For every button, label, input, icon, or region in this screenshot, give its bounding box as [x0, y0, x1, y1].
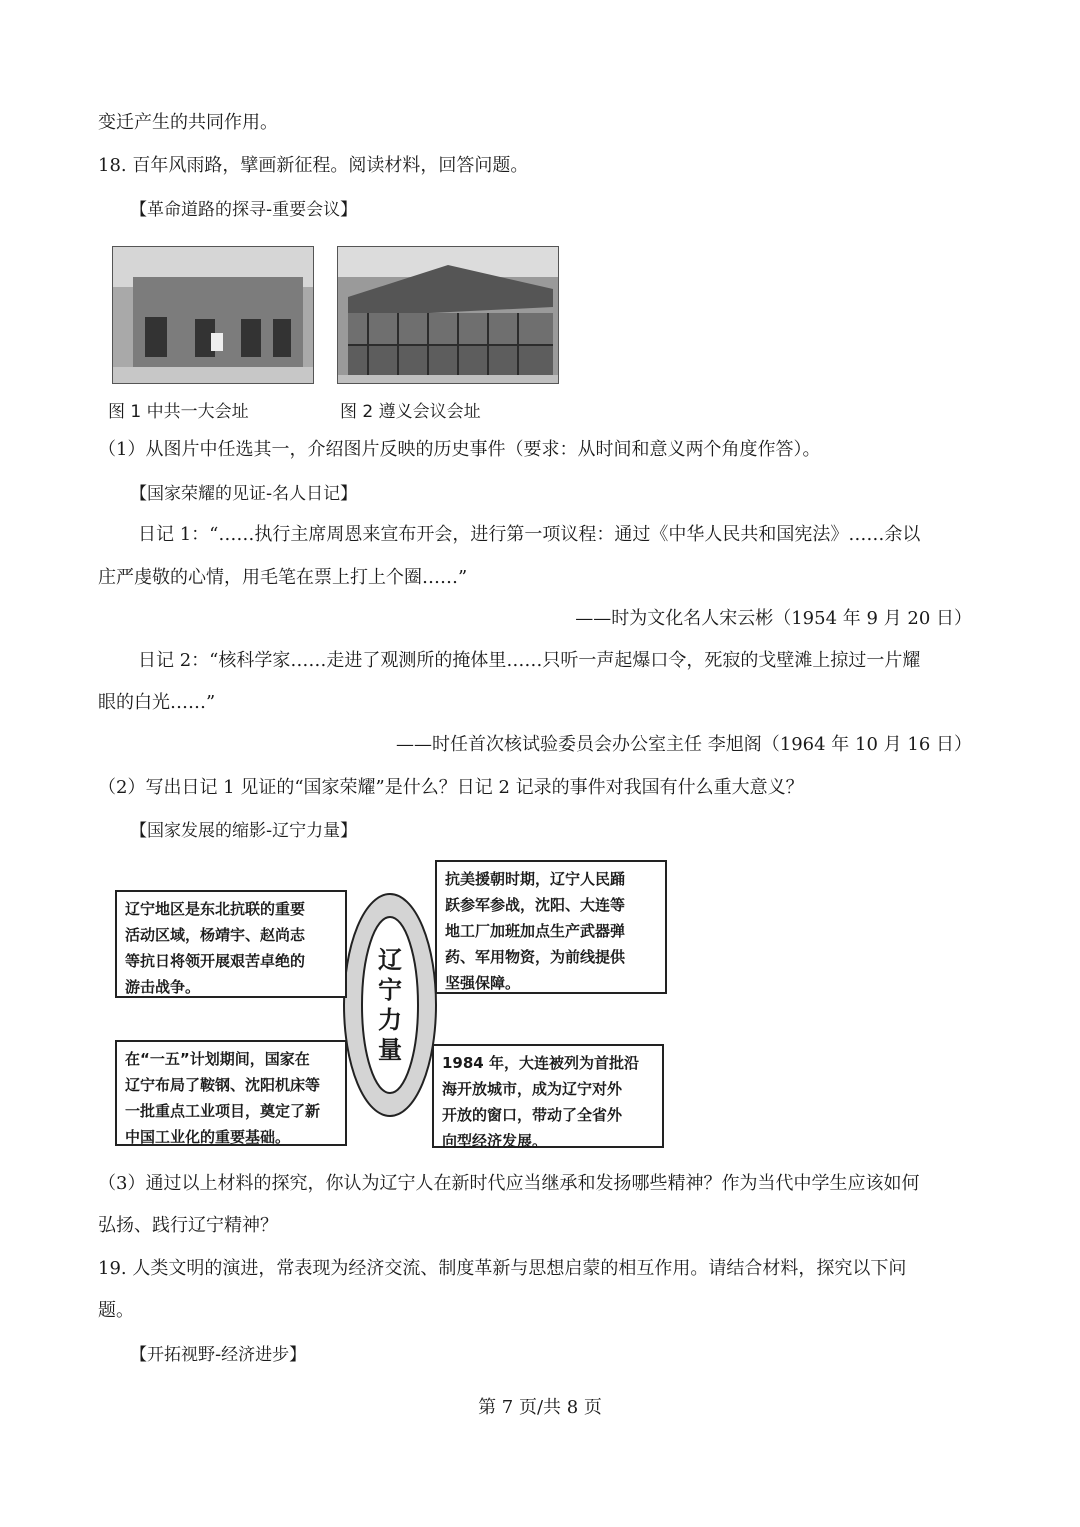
center-char: 辽: [378, 946, 402, 974]
question-18-1: （1）从图片中任选其一，介绍图片反映的历史事件（要求：从时间和意义两个角度作答）。: [98, 439, 821, 460]
center-char: 量: [378, 1036, 402, 1064]
center-char: 力: [378, 1006, 402, 1034]
diary-2-line: 眼的白光……”: [98, 692, 216, 713]
page-number: 第 7 页/共 8 页: [478, 1397, 602, 1418]
question-18-3: （3）通过以上材料的探究，你认为辽宁人在新时代应当继承和发扬哪些精神？作为当代中学生应该如何: [98, 1173, 920, 1194]
question-19-stem: 19. 人类文明的演进，常表现为经济交流、制度革新与思想启蒙的相互作用。请结合材料，探究以下问: [98, 1258, 907, 1279]
center-char: 宁: [378, 976, 402, 1004]
box-anti-japanese: 辽宁地区是东北抗联的重要 活动区域，杨靖宇、赵尚志 等抗日将领开展艰苦卓绝的 游击战争。: [115, 890, 347, 998]
section-heading: 【国家发展的缩影-辽宁力量】: [130, 821, 358, 841]
question-18-stem: 18. 百年风雨路，擘画新征程。阅读材料，回答问题。: [98, 155, 529, 176]
diary-1-line: 日记 1：“……执行主席周恩来宣布开会，进行第一项议程：通过《中华人民共和国宪法》……余以: [138, 524, 921, 545]
diary-1-source: ——时为文化名人宋云彬（1954 年 9 月 20 日）: [575, 608, 972, 629]
diagram-center-label: [370, 945, 410, 1065]
figure-2-caption: 图 2 遵义会议会址: [340, 402, 481, 422]
box-dalian-opening: 1984 年，大连被列为首批沿 海开放城市，成为辽宁对外 开放的窗口，带动了全省外 向型经济发展。: [432, 1044, 664, 1148]
question-18-3: 弘扬、践行辽宁精神？: [98, 1215, 278, 1236]
figure-1-caption: 图 1 中共一大会址: [108, 402, 249, 422]
section-heading: 【国家荣耀的见证-名人日记】: [130, 484, 358, 504]
diary-2-line: 日记 2：“核科学家……走进了观测所的掩体里……只听一声起爆口令，死寂的戈壁滩上掠过一片耀: [138, 650, 921, 671]
paragraph-line: 变迁产生的共同作用。: [98, 112, 278, 133]
box-korean-war: 抗美援朝时期，辽宁人民踊 跃参军参战，沈阳、大连等 地工厂加班加点生产武器弹 药、军用物资，为前线提供 坚强保障。: [435, 860, 667, 994]
diary-1-line: 庄严虔敬的心情，用毛笔在票上打上个圈……”: [98, 567, 468, 588]
question-19-stem: 题。: [98, 1300, 134, 1321]
photo-first-congress-site: [112, 246, 314, 384]
photo-zunyi-meeting-site: [337, 246, 559, 384]
section-heading: 【开拓视野-经济进步】: [130, 1345, 307, 1365]
diary-2-source: ——时任首次核试验委员会办公室主任 李旭阁（1964 年 10 月 16 日）: [396, 734, 972, 755]
section-heading: 【革命道路的探寻-重要会议】: [130, 200, 358, 220]
box-first-five-year-plan: 在“一五”计划期间，国家在 辽宁布局了鞍钢、沈阳机床等 一批重点工业项目，奠定了新 中国工业化的重要基础。: [115, 1040, 347, 1146]
question-18-2: （2）写出日记 1 见证的“国家荣耀”是什么？日记 2 记录的事件对我国有什么重大意义？: [98, 777, 804, 798]
